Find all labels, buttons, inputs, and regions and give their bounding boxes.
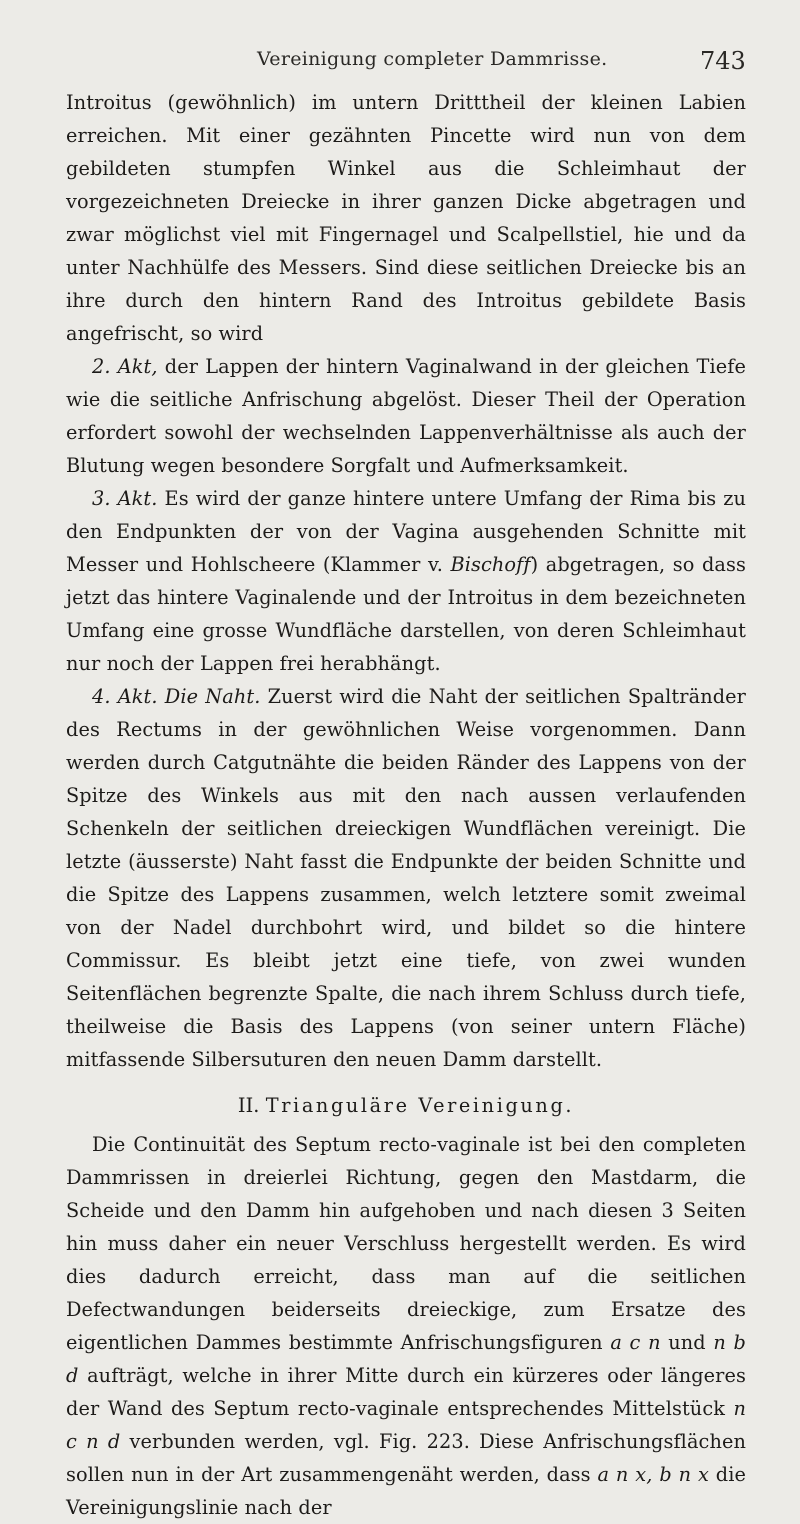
figure-label-nbd: n b d — [66, 1331, 746, 1387]
figure-label-acn: a c n — [610, 1331, 661, 1354]
act-2-text: der Lappen der hintern Vaginalwand in der gleichen Tiefe wie die seitliche Anfrischung abgelöst. Dieser Theil der Operation erfordert sowohl der wechselnden Lappenverhältnisse als auch der Blutung wegen besondere Sorgfalt und Aufmerksamkeit. — [66, 355, 746, 477]
paragraph-5 — [66, 1128, 746, 1524]
section-title: Trianguläre Vereinigung. — [265, 1094, 575, 1117]
paragraph-5-text-b: und — [660, 1331, 714, 1354]
running-head — [0, 48, 800, 82]
paragraph-5-text-d: verbunden werden, vgl. Fig. 223. Diese Anfrischungsflächen sollen nun in der Art zusammengenäht werden, dass — [66, 1430, 746, 1486]
body-text — [66, 86, 746, 1524]
act-3-text-b: ) abgetragen, so dass jetzt das hintere Vaginalende und der Introitus in dem bezeichneten Umfang eine grosse Wundfläche darstellen, von deren Schleimhaut nur noch der Lappen frei herabhängt. — [66, 553, 746, 675]
running-head-title: Vereinigung completer Dammrisse. — [257, 48, 608, 70]
paragraph-act-2 — [66, 350, 746, 482]
paragraph-5-text-e: die Vereinigungslinie nach der — [66, 1463, 746, 1519]
figure-label-ncnd: n c n d — [66, 1397, 746, 1453]
act-3-text-a: Es wird der ganze hintere untere Umfang der Rima bis zu den Endpunkten der von der Vagina ausgehenden Schnitte mit Messer und Hohlscheere (Klammer v. — [66, 487, 747, 576]
act-2-label: 2. Akt, — [92, 355, 158, 378]
section-number: II. — [237, 1094, 266, 1117]
section-heading — [66, 1089, 746, 1122]
paragraph-5-text-a: Die Continuität des Septum recto-vaginale ist bei den completen Dammrissen in dreierlei Richtung, gegen den Mastdarm, die Scheide und den Damm hin aufgehoben und nach diesen 3 Seiten hin muss daher ein neuer Verschluss hergestellt werden. Es wird dies dadurch erreicht, dass man auf die seitlichen Defectwandungen beiderseits dreieckige, zum Ersatze des eigentlichen Dammes bestimmte Anfrischungsfiguren — [66, 1133, 746, 1354]
paragraph-1 — [66, 86, 746, 350]
act-4-text: Zuerst wird die Naht der seitlichen Spaltränder des Rectums in der gewöhnlichen Weise vorgenommen. Dann werden durch Catgutnähte die beiden Ränder des Lappens von der Spitze des Winkels aus mit den nach aussen verlaufenden Schenkeln der seitlichen dreieckigen Wundflächen vereinigt. Die letzte (äusserste) Naht fasst die Endpunkte der beiden Schnitte und die Spitze des Lappens zusammen, welch letztere somit zweimal von der Nadel durchbohrt wird, und bildet so die hintere Commissur. Es bleibt jetzt eine tiefe, von zwei wunden Seitenflächen begrenzte Spalte, die nach ihrem Schluss durch tiefe, theilweise die Basis des Lappens (von seiner untern Fläche) mitfassende Silbersuturen den neuen Damm darstellt. — [66, 685, 746, 1071]
paragraph-5-text-c: aufträgt, welche in ihrer Mitte durch ein kürzeres oder längeres der Wand des Septum recto-vaginale entsprechendes Mittelstück — [66, 1364, 746, 1420]
paragraph-act-3 — [66, 482, 746, 680]
act-3-name: Bischoff — [450, 553, 531, 576]
page-number: 743 — [700, 47, 746, 75]
paragraph-act-4 — [66, 680, 746, 1076]
act-4-subtitle: Die Naht. — [157, 685, 261, 708]
act-3-label: 3. Akt. — [92, 487, 158, 510]
act-4-label: 4. Akt. — [92, 685, 158, 708]
figure-label-anx-bnx: a n x, b n x — [597, 1463, 709, 1486]
paragraph-1-text: Introitus (gewöhnlich) im untern Dritttheil der kleinen Labien erreichen. Mit einer gezähnten Pincette wird nun von dem gebildeten stumpfen Winkel aus die Schleimhaut der vorgezeichneten Dreiecke in ihrer ganzen Dicke abgetragen und zwar möglichst viel mit Fingernagel und Scalpellstiel, hie und da unter Nachhülfe des Messers. Sind diese seitlichen Dreiecke bis an ihre durch den hintern Rand des Introitus gebildete Basis angefrischt, so wird — [66, 91, 746, 345]
